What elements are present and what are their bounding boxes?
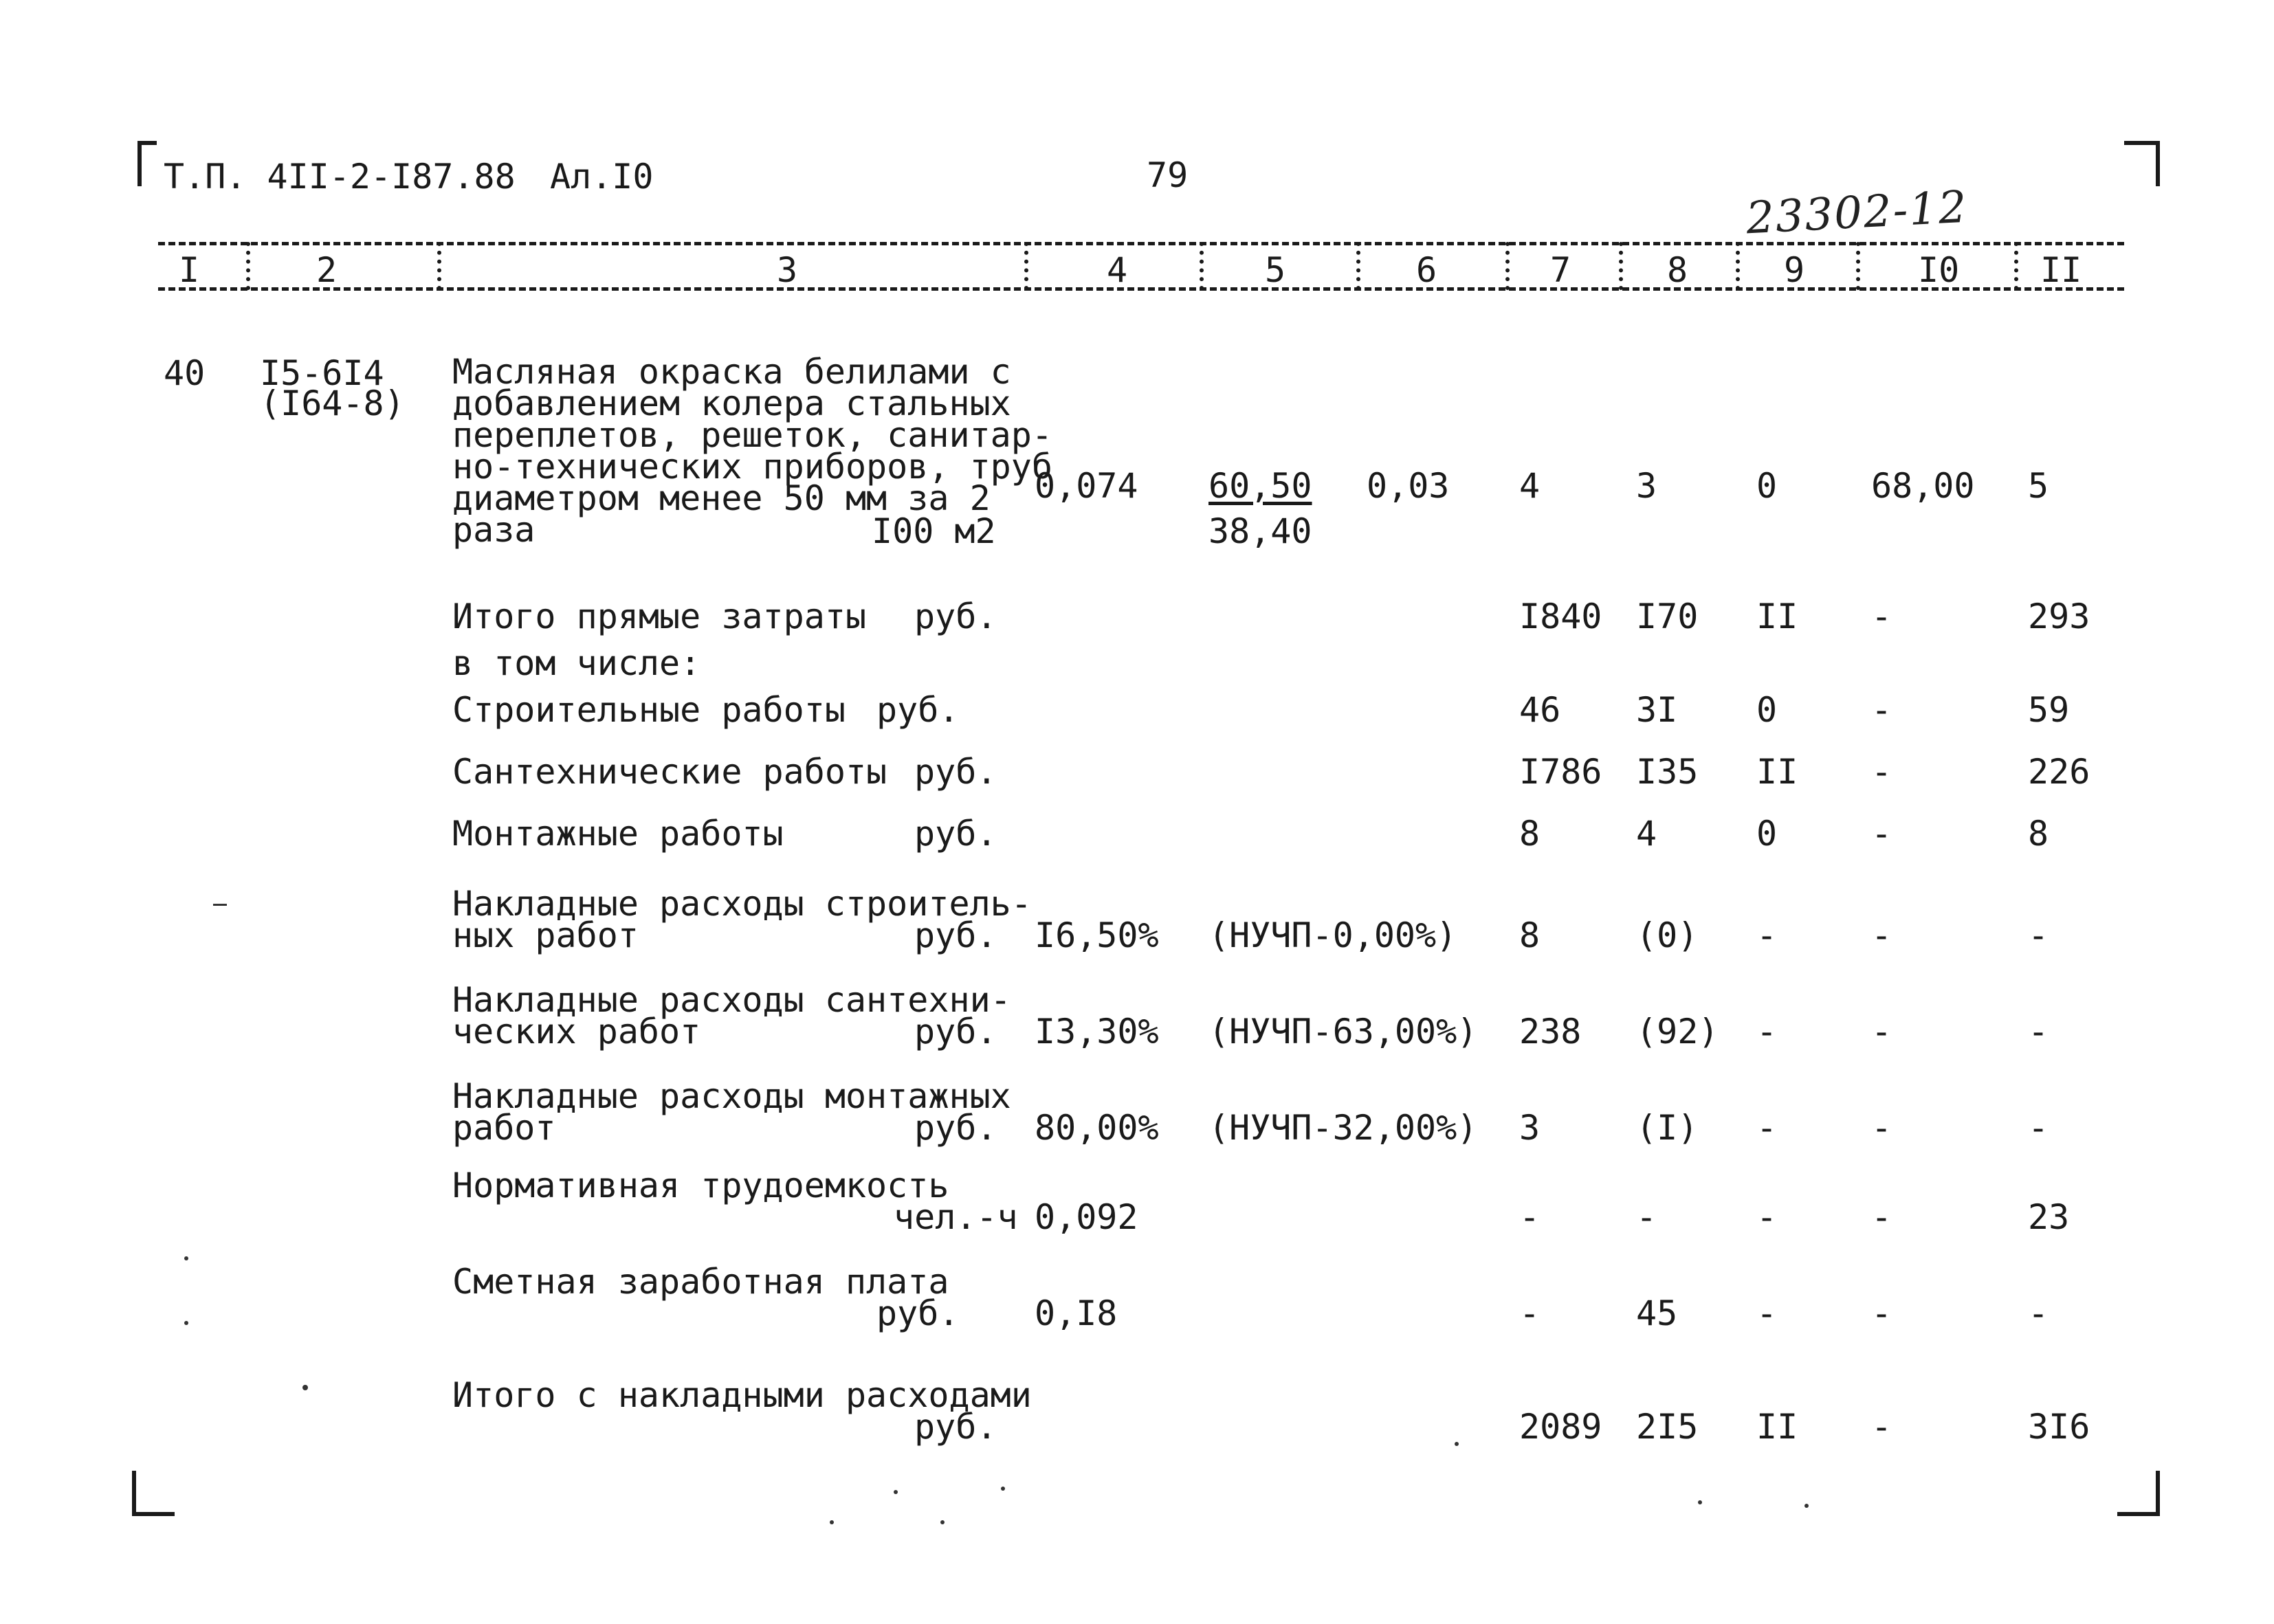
column-number: 9 [1784,250,1805,290]
row-c7: I786 [1519,752,1602,792]
album-label: Ал.I0 [550,157,654,197]
item-col8: 3 [1636,466,1657,506]
column-separator [246,242,250,290]
item-col10: 68,00 [1871,466,1975,506]
column-separator [1619,242,1623,290]
column-separator [1200,242,1204,290]
row-unit: руб. [914,915,997,955]
row-c11: 59 [2028,690,2070,730]
row-c10: - [1871,1293,1892,1333]
row-c9: - [1756,1197,1778,1237]
row-c11: - [2028,915,2049,955]
column-separator [2014,242,2018,290]
row-unit: руб. [914,1108,997,1148]
column-number: 6 [1416,250,1437,290]
row-unit: руб. [914,814,997,854]
row-c8: 45 [1636,1293,1678,1333]
column-separator [1024,242,1028,290]
scan-speck [302,1385,308,1390]
item-col7: 4 [1519,466,1541,506]
page-number: 79 [1147,155,1189,195]
item-description-line: но-технических приборов, труб [452,447,1052,487]
row-c5: (НУЧП-63,00%) [1208,1012,1478,1052]
row-c7: 2089 [1519,1407,1602,1447]
row-c9: 0 [1756,690,1778,730]
column-separator [1856,242,1860,290]
item-col9: 0 [1756,466,1778,506]
item-description-line: раза [452,510,536,550]
item-description-line: добавлением колера стальных [452,383,1011,423]
row-c7: - [1519,1293,1541,1333]
row-c9: - [1756,1293,1778,1333]
row-c7: 3 [1519,1108,1541,1148]
column-header-top-rule [158,242,2124,245]
row-c10: - [1871,1108,1892,1148]
scan-speck [1698,1500,1702,1504]
row-unit: руб. [914,1407,997,1447]
row-unit: руб. [914,752,997,792]
row-c8: (I) [1636,1108,1699,1148]
row-label: Итого прямые затраты [452,597,867,636]
column-number: 3 [777,250,798,290]
column-separator [1356,242,1360,290]
row-c8: I35 [1636,752,1699,792]
corner-mark-top-left [137,141,157,186]
handwritten-number: 23302-12 [1745,181,1969,245]
row-c8: (92) [1636,1012,1719,1052]
row-c10: - [1871,915,1892,955]
row-c11: 8 [2028,814,2049,854]
row-label: Нормативная трудоемкость [452,1166,949,1205]
row-unit: руб. [876,690,960,730]
column-separator [1736,242,1740,290]
row-c8: - [1636,1197,1657,1237]
row-c8: 4 [1636,814,1657,854]
row-c8: (0) [1636,915,1699,955]
row-c10: - [1871,752,1892,792]
row-unit: чел.-ч [894,1197,1018,1237]
row-c9: 0 [1756,814,1778,854]
item-description-line: диаметром менее 50 мм за 2 [452,478,991,518]
scan-speck [1455,1442,1459,1446]
column-number: 5 [1265,250,1286,290]
item-description-line: переплетов, решеток, санитар- [452,415,1052,455]
row-c5: (НУЧП-32,00%) [1208,1108,1478,1148]
row-c9: II [1756,1407,1798,1447]
row-c8: 2I5 [1636,1407,1699,1447]
row-c8: I70 [1636,597,1699,636]
row-c4: 0,I8 [1035,1293,1118,1333]
scan-speck [1804,1504,1809,1508]
item-col5-top: 60,50 [1208,466,1312,506]
row-c10: - [1871,1197,1892,1237]
column-number: 4 [1107,250,1128,290]
column-number: II [2040,250,2082,290]
row-c4: I6,50% [1035,915,1159,955]
row-c7: 46 [1519,690,1561,730]
row-c7: 8 [1519,915,1541,955]
item-col6: 0,03 [1367,466,1450,506]
row-label-cont: ных работ [452,915,639,955]
row-c11: - [2028,1108,2049,1148]
row-c9: - [1756,1108,1778,1148]
row-label-cont: работ [452,1108,556,1148]
row-c8: 3I [1636,690,1678,730]
row-label: в том числе: [452,643,701,683]
row-c9: - [1756,915,1778,955]
column-number: 8 [1667,250,1688,290]
item-unit: I00 м2 [872,511,996,551]
column-header-bottom-rule [158,287,2124,291]
row-label: Итого с накладными расходами [452,1375,1032,1415]
row-unit: руб. [876,1293,960,1333]
item-subcode: (I64-8) [260,383,405,423]
row-label: Сантехнические работы [452,752,887,792]
row-unit: руб. [914,1012,997,1052]
scan-speck [940,1520,945,1524]
row-label: Накладные расходы сантехни- [452,980,1011,1020]
row-c7: 238 [1519,1012,1582,1052]
scan-speck [184,1321,188,1325]
corner-mark-top-right [2124,141,2160,186]
row-label: Сметная заработная плата [452,1262,949,1302]
corner-mark-bottom-right [2117,1471,2160,1516]
row-c10: - [1871,814,1892,854]
row-c10: - [1871,1407,1892,1447]
row-c10: - [1871,597,1892,636]
row-c9: II [1756,597,1798,636]
item-code: I5-6I4 [260,353,384,393]
row-c9: - [1756,1012,1778,1052]
row-c10: - [1871,1012,1892,1052]
row-c5: (НУЧП-0,00%) [1208,915,1457,955]
row-c11: - [2028,1012,2049,1052]
row-c11: 3I6 [2028,1407,2090,1447]
column-number: I0 [1918,250,1960,290]
row-c11: 23 [2028,1197,2070,1237]
row-c11: - [2028,1293,2049,1333]
row-c7: 8 [1519,814,1541,854]
row-c11: 226 [2028,752,2090,792]
scan-speck [1001,1487,1005,1491]
scan-speck [894,1490,898,1494]
corner-mark-bottom-left [132,1471,175,1516]
column-number: 2 [316,250,338,290]
scan-speck [830,1520,834,1524]
column-number: 7 [1550,250,1571,290]
row-c10: - [1871,690,1892,730]
item-col5-bottom: 38,40 [1208,511,1312,551]
scan-speck [184,1256,188,1260]
doc-code: Т.П. 4II-2-I87.88 [164,157,516,197]
row-label: Монтажные работы [452,814,784,854]
row-c7: I840 [1519,597,1602,636]
item-col11: 5 [2028,466,2049,506]
item-description-line: Масляная окраска белилами с [452,352,1011,392]
row-c4: 80,00% [1035,1108,1159,1148]
row-c11: 293 [2028,597,2090,636]
row-unit: руб. [914,597,997,636]
row-label: Строительные работы [452,690,846,730]
item-number: 40 [164,353,206,393]
row-label: Накладные расходы строитель- [452,884,1032,924]
column-separator [437,242,441,290]
row-c9: II [1756,752,1798,792]
row-c7: - [1519,1197,1541,1237]
column-separator [1505,242,1510,290]
column-number: I [179,250,200,290]
row-c4: 0,092 [1035,1197,1138,1237]
scan-speck [213,904,227,906]
row-label: Накладные расходы монтажных [452,1076,1011,1116]
row-label-cont: ческих работ [452,1012,701,1052]
row-c4: I3,30% [1035,1012,1159,1052]
item-col4: 0,074 [1035,466,1138,506]
